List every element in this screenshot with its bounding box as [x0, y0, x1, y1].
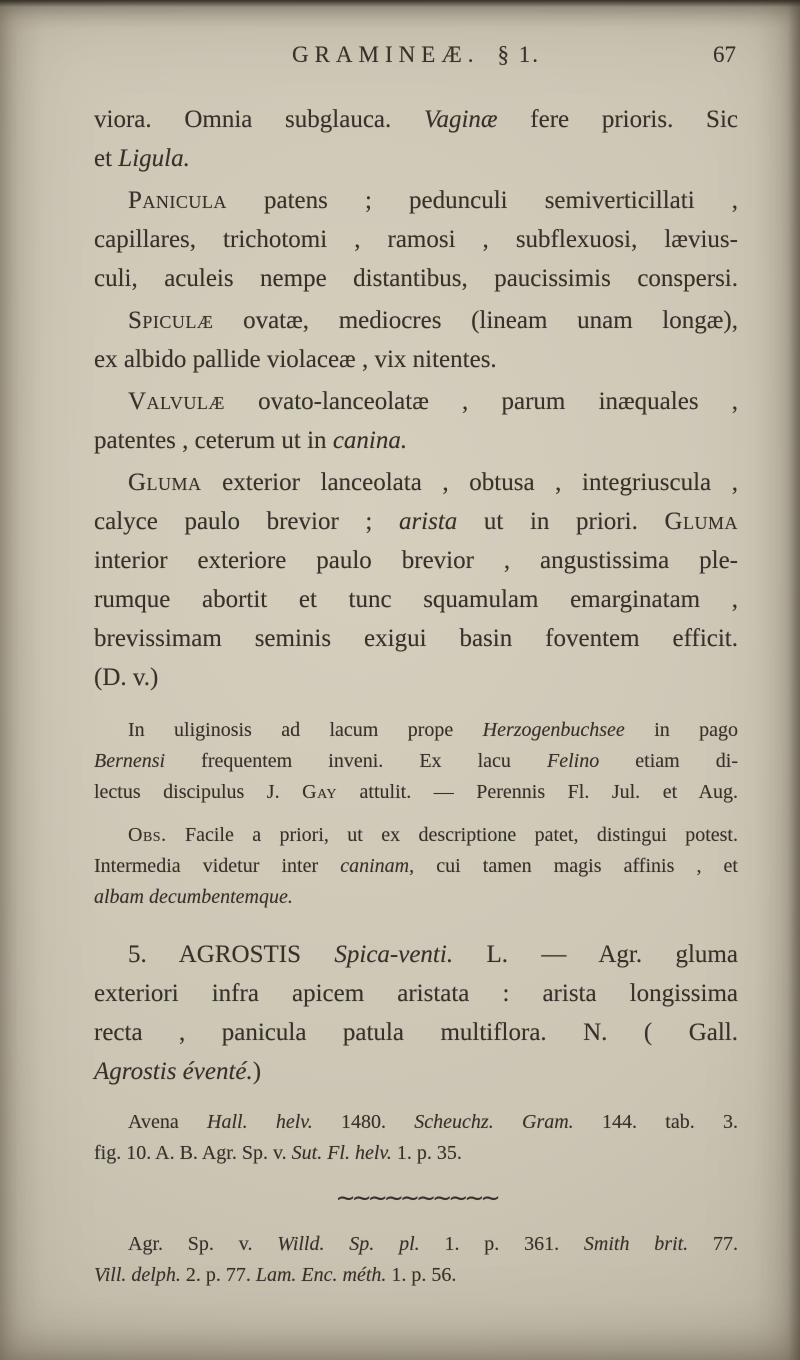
- text-line: [94, 139, 738, 178]
- text-block-paragraph: [94, 382, 738, 460]
- text-run: Spiculæ: [128, 307, 214, 334]
- text-run: 5. AGROSTIS: [128, 941, 335, 968]
- text-run: et: [94, 145, 119, 172]
- page-header: [94, 42, 738, 76]
- text-run: Gluma: [128, 469, 202, 496]
- text-run: Obs.: [128, 824, 167, 846]
- text-run: etiam di-: [599, 750, 738, 772]
- squiggle-divider: ~~~~~~~~~~: [335, 1184, 497, 1212]
- text-block-entry: [94, 935, 738, 1091]
- text-line: [94, 100, 738, 139]
- text-run: 77.: [688, 1233, 738, 1255]
- section-number: § 1.: [497, 42, 541, 67]
- text-line: [94, 777, 738, 808]
- text-line: [94, 463, 738, 502]
- text-run: Spica-venti.: [334, 941, 454, 968]
- text-run: interior exteriore paulo brevior , angustissima ple-: [94, 547, 738, 574]
- text-run: lectus discipulus J.: [94, 781, 303, 803]
- text-run: rumque abortit et tunc squamulam emarginatam ,: [94, 586, 738, 613]
- text-line: [94, 181, 738, 220]
- text-block-paragraph: [94, 100, 738, 178]
- text-run: frequentem inveni. Ex lacu: [165, 750, 547, 772]
- text-line: [94, 974, 738, 1013]
- text-block-note: [94, 715, 738, 808]
- text-run: Panicula: [128, 187, 227, 214]
- text-run: exterior lanceolata , obtusa , integriuscula ,: [201, 469, 738, 496]
- text-block-paragraph: [94, 181, 738, 298]
- text-run: Lam. Enc. méth.: [255, 1264, 387, 1286]
- text-line: [94, 259, 738, 298]
- text-run: Agrostis éventé.: [94, 1058, 253, 1085]
- text-run: capillares, trichotomi , ramosi , subflexuosi, lævius-: [94, 226, 738, 253]
- text-run: viora. Omnia subglauca.: [94, 106, 424, 133]
- chapter-title: GRAMINEÆ.: [291, 42, 480, 67]
- text-line: [94, 1013, 738, 1052]
- text-line: [94, 502, 738, 541]
- text-line: [94, 340, 738, 379]
- text-line: [94, 658, 738, 697]
- text-line: [94, 1260, 738, 1291]
- text-line: [94, 1138, 738, 1169]
- text-run: Gluma: [664, 508, 738, 535]
- text-run: Ligula.: [118, 145, 190, 172]
- text-run: canina.: [332, 427, 408, 454]
- text-block-obs: [94, 820, 738, 913]
- text-run: 144. tab. 3.: [573, 1111, 739, 1133]
- text-run: Intermedia videtur inter: [94, 855, 341, 877]
- text-run: ovatæ, mediocres (lineam unam longæ),: [213, 307, 738, 334]
- page-number: 67: [713, 42, 736, 67]
- text-run: Smith brit.: [583, 1233, 689, 1255]
- text-run: Valvulæ: [128, 388, 225, 415]
- text-run: Gay: [302, 781, 338, 803]
- text-run: Hall. helv.: [207, 1111, 313, 1133]
- text-line: [94, 746, 738, 777]
- text-line: [94, 820, 738, 851]
- text-line: [94, 301, 738, 340]
- text-run: fere prioris. Sic: [497, 106, 738, 133]
- text-run: In uliginosis ad lacum prope: [128, 719, 483, 741]
- text-run: culi, aculeis nempe distantibus, paucissimis conspersi.: [94, 265, 738, 292]
- text-line: [94, 715, 738, 746]
- text-line: [94, 882, 738, 913]
- text-line: [94, 935, 738, 974]
- text-run: Bernensi: [94, 750, 166, 772]
- text-run: albam decumbentemque.: [94, 886, 293, 908]
- text-run: in pago: [624, 719, 739, 741]
- text-run: exteriori infra apicem aristata : arista longissima: [94, 980, 738, 1007]
- text-block-paragraph: [94, 301, 738, 379]
- text-run: Willd. Sp. pl.: [277, 1233, 420, 1255]
- text-run: 2. p. 77.: [180, 1264, 256, 1286]
- text-line: [94, 1229, 738, 1260]
- text-run: A. B.: [155, 1142, 198, 1164]
- text-run: Herzogenbuchsee: [482, 719, 625, 741]
- text-run: ut in priori.: [457, 508, 665, 535]
- text-run: 1. p. 35.: [391, 1142, 462, 1164]
- text-line: [94, 1052, 738, 1091]
- text-run: Agr. Sp. v.: [128, 1233, 278, 1255]
- text-run: 1. p. 361.: [419, 1233, 584, 1255]
- text-line: [94, 580, 738, 619]
- text-body: [94, 100, 738, 1291]
- running-title: [94, 42, 738, 68]
- text-line: [94, 421, 738, 460]
- text-run: (D. v.): [94, 664, 159, 691]
- text-run: Agr. Sp. v.: [197, 1142, 292, 1164]
- text-run: Vaginæ: [423, 106, 498, 133]
- text-run: , cui tamen magis affinis , et: [409, 855, 738, 877]
- text-line: [94, 382, 738, 421]
- text-run: brevissimam seminis exigui basin foventem efficit.: [94, 625, 738, 652]
- text-line: [94, 1107, 738, 1138]
- text-block-paragraph: [94, 463, 738, 697]
- text-run: ex albido pallide violaceæ , vix nitentes.: [94, 346, 497, 373]
- text-line: [94, 619, 738, 658]
- text-block-refs: [94, 1229, 738, 1291]
- text-run: Facile a priori, ut ex descriptione patet, distingui potest.: [166, 824, 738, 846]
- text-run: L. — Agr. gluma: [453, 941, 738, 968]
- text-run: fig. 10.: [94, 1142, 156, 1164]
- text-line: [94, 541, 738, 580]
- text-line: [94, 220, 738, 259]
- text-run: Scheuchz. Gram.: [414, 1111, 574, 1133]
- text-run: ): [252, 1058, 262, 1085]
- text-line: [94, 851, 738, 882]
- text-run: ovato-lanceolatæ , parum inæquales ,: [224, 388, 738, 415]
- text-block-refs: [94, 1107, 738, 1169]
- text-run: Sut. Fl. helv.: [291, 1142, 392, 1164]
- text-run: 1480.: [312, 1111, 415, 1133]
- text-run: calyce paulo brevior ;: [94, 508, 399, 535]
- text-run: Felino: [547, 750, 600, 772]
- text-run: attulit. — Perennis Fl. Jul. et Aug.: [337, 781, 738, 803]
- text-run: patens ; pedunculi semiverticillati ,: [226, 187, 738, 214]
- text-run: 1. p. 56.: [386, 1264, 457, 1286]
- text-run: arista: [398, 508, 458, 535]
- text-run: recta , panicula patula multiflora. N. ( Gall.: [94, 1019, 738, 1046]
- text-run: Vill. delph.: [94, 1264, 181, 1286]
- text-run: patentes , ceterum ut in: [94, 427, 333, 454]
- text-run: Avena: [128, 1111, 208, 1133]
- text-run: caninam: [340, 855, 410, 877]
